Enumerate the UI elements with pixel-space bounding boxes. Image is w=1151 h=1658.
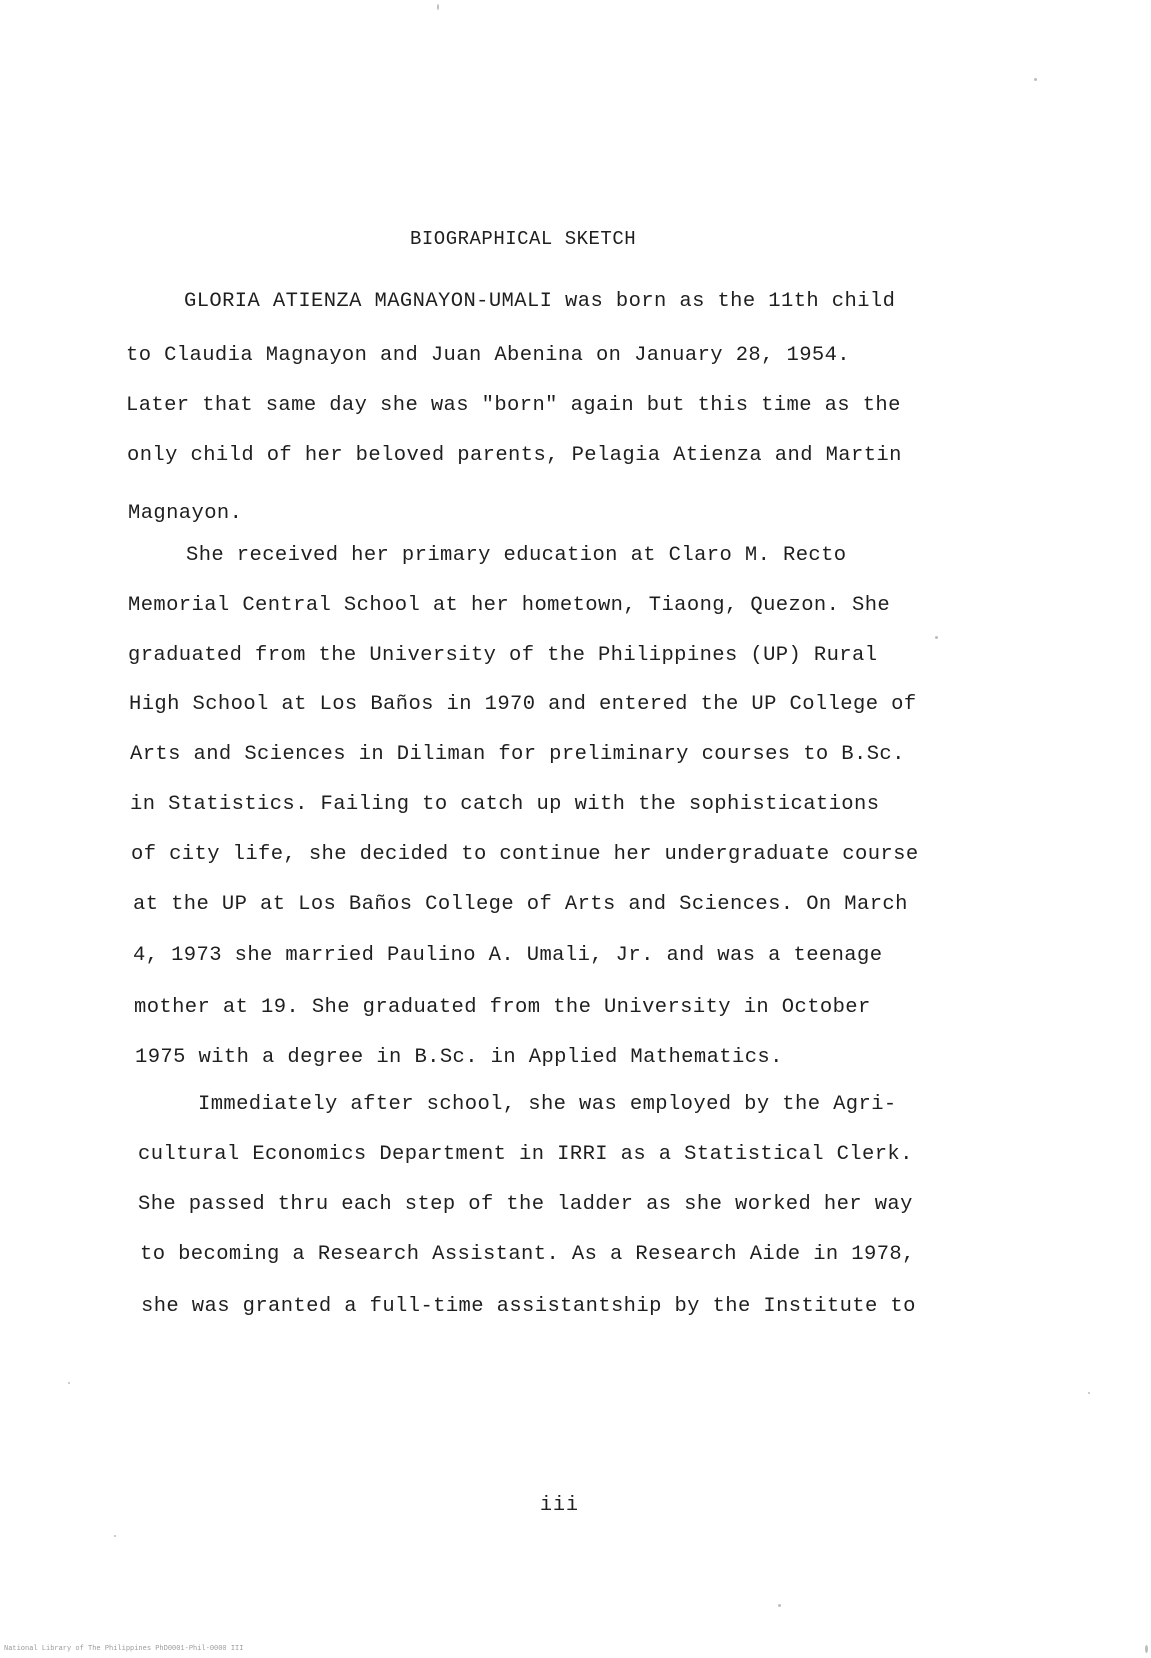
scan-speck xyxy=(1034,78,1037,81)
text-line: Arts and Sciences in Diliman for preliminary courses to B.Sc. xyxy=(130,743,905,766)
scan-speck xyxy=(1088,1392,1090,1394)
text-line: 1975 with a degree in B.Sc. in Applied Mathematics. xyxy=(135,1046,783,1069)
text-line: she was granted a full-time assistantship by the Institute to xyxy=(141,1295,916,1318)
text-line: graduated from the University of the Philippines (UP) Rural xyxy=(128,644,878,667)
scan-speck xyxy=(437,4,439,10)
scan-speck xyxy=(778,1604,781,1607)
text-line: at the UP at Los Baños College of Arts and Sciences. On March xyxy=(133,893,908,916)
scan-speck xyxy=(1145,1645,1148,1653)
text-line: Memorial Central School at her hometown, Tiaong, Quezon. She xyxy=(128,594,891,617)
text-line: Immediately after school, she was employed by the Agri- xyxy=(198,1093,897,1116)
text-line: to Claudia Magnayon and Juan Abenina on January 28, 1954. xyxy=(126,344,851,367)
text-line: Magnayon. xyxy=(128,502,243,525)
text-line: She passed thru each step of the ladder as she worked her way xyxy=(138,1193,913,1216)
scan-speck xyxy=(114,1535,116,1537)
document-title: BIOGRAPHICAL SKETCH xyxy=(410,228,637,250)
text-line: mother at 19. She graduated from the University in October xyxy=(134,996,871,1019)
text-line: 4, 1973 she married Paulino A. Umali, Jr. and was a teenage xyxy=(133,944,883,967)
text-line: to becoming a Research Assistant. As a Research Aide in 1978, xyxy=(140,1243,915,1266)
page-number: iii xyxy=(540,1494,580,1517)
text-line: GLORIA ATIENZA MAGNAYON-UMALI was born as the 11th child xyxy=(184,290,896,313)
text-line: cultural Economics Department in IRRI as a Statistical Clerk. xyxy=(138,1143,913,1166)
text-line: Later that same day she was "born" again but this time as the xyxy=(126,394,901,417)
text-line: of city life, she decided to continue her undergraduate course xyxy=(131,843,919,866)
text-line: High School at Los Baños in 1970 and entered the UP College of xyxy=(129,693,917,716)
text-line: only child of her beloved parents, Pelagia Atienza and Martin xyxy=(127,444,902,467)
scan-speck xyxy=(68,1382,70,1384)
scan-footer: National Library of The Philippines PhD0001-Phil-0000 III xyxy=(4,1645,244,1653)
text-line: in Statistics. Failing to catch up with the sophistications xyxy=(130,793,880,816)
text-line: She received her primary education at Claro M. Recto xyxy=(186,544,847,567)
scan-speck xyxy=(935,636,938,639)
